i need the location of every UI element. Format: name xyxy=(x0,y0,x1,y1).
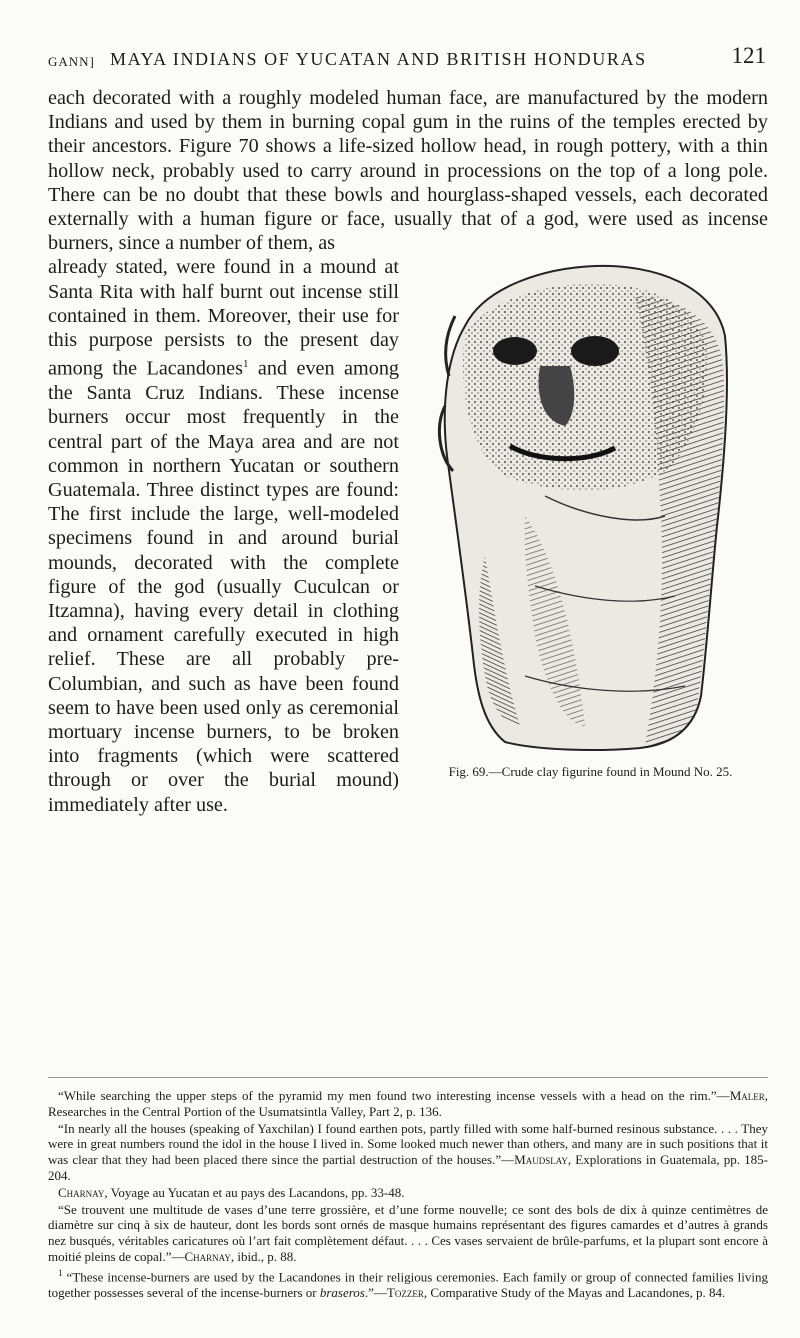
footnote-citation: , Explorations in Guatemala, pp. 185-204. xyxy=(48,1152,768,1183)
footnote-charnay-quote xyxy=(48,1202,768,1265)
main-text xyxy=(48,86,768,830)
running-head-title: MAYA INDIANS OF YUCATAN AND BRITISH HONDURAS xyxy=(110,49,647,69)
figure-caption: Fig. 69.—Crude clay figurine found in Mound No. 25. xyxy=(448,764,733,780)
footnote-author: Charnay xyxy=(184,1248,231,1264)
footnote-author: Maler xyxy=(729,1088,765,1103)
footnote-citation: , Researches in the Central Portion of the Usumatsintla Valley, Part 2, p. 136. xyxy=(48,1088,768,1119)
footnote-charnay-voyage xyxy=(48,1185,768,1201)
footnote-tozzer xyxy=(48,1266,768,1301)
footnote-author: Tozzer xyxy=(386,1284,424,1300)
text-with-figure: already stated, were found in a mound at Santa Rita with half burnt out incense still contained in them. Moreover, their use for this purpose persists to the present day among the Lacandones xyxy=(48,256,399,380)
page-number: 121 xyxy=(731,43,766,68)
footnote-text: “These incense-burners are used by the Lacandones in their religious ceremonies. Each family or group of connected families living together possesses several of the incense-burners or xyxy=(48,1269,768,1300)
paragraph-opening: each decorated with a roughly modeled human face, are manufactured by the modern Indians and used by them in burning copal gum in the ruins of the temples erected by their ancestors. Figure 70 shows a life-sized hollow head, in rough pottery, with a thin hollow neck, probably used to carry around in processions on the top of a long pole. There can be no doubt that these bowls and hourglass-shaped vessels, each decorated externally with a human figure or face, usually that of a god, were used as incense burners, since a number of them, as xyxy=(48,87,768,255)
footnote-citation: , Voyage au Yucatan et au pays des Lacandons, pp. 33-48. xyxy=(104,1184,405,1200)
footnote-citation: , Comparative Study of the Mayas and Lacandones, p. 84. xyxy=(423,1284,726,1300)
footnote-italic-term: braseros xyxy=(319,1284,365,1300)
running-head xyxy=(48,40,766,76)
text-after-marker: and even among the Santa Cruz Indians. These incense burners occur most frequently in the central part of the Maya area and are not common in northern Yucatan or southern Guatemala. Three distinct types are found: The first include the large, well-modeled specimens found in and around burial mounds, decorated with the complete figure of the god (usually Cuculcan or Itzamna), having every detail in clothing and ornament carefully executed in high relief. These are all probably pre-Columbian, and such as have been found seem to have been used only as ceremonial mortuary incense burners, to be broken into fragments (which were scattered through or over the burial mound) immediately after use. xyxy=(48,357,400,816)
footnote-author: Maudslay xyxy=(514,1152,568,1168)
footnote-maler xyxy=(48,1088,768,1120)
footnote-text: .”— xyxy=(364,1284,387,1300)
footnote-text: “In nearly all the houses (speaking of Yaxchilan) I found earthen pots, partly filled with some half-burned resinous substance. . . . They were in great numbers round the idol in the house I lived in. Some looked much newer than others, and many are in such positions that it was clear that they had been placed there since the partial destruction of the houses.”— xyxy=(48,1120,768,1168)
footnote-marker: 1 xyxy=(242,358,249,371)
running-head-author: GANN] xyxy=(48,54,95,69)
footnote-maudslay xyxy=(48,1121,768,1184)
footnotes xyxy=(48,1088,768,1302)
footnote-text: “Se trouvent une multitude de vases d’une terre grossière, et d’une forme nouvelle; ce sont des bols de dix à quinze centimètres de diamètre sur cinq à six de hauteur, dont les bords sont ornés de masque humains représentant des figures camardes et d’autres à grands nez busqués, véritables caricatures où l’art fait complètement défaut. . . . Ces vases servaient de brûle-parfums, et la plupart sont encore à moitié pleins de copal.”— xyxy=(48,1201,768,1264)
footnote-citation: , ibid., p. 88. xyxy=(230,1248,297,1264)
footnote-divider xyxy=(48,1077,768,1078)
footnote-number: 1 xyxy=(58,1267,63,1278)
footnote-text: “While searching the upper steps of the pyramid my men found two interesting incense vessels with a head on the rim.”— xyxy=(58,1088,730,1103)
footnote-author: Charnay xyxy=(58,1184,105,1200)
figure-69 xyxy=(413,256,768,826)
clay-figurine-illustration xyxy=(425,256,751,756)
